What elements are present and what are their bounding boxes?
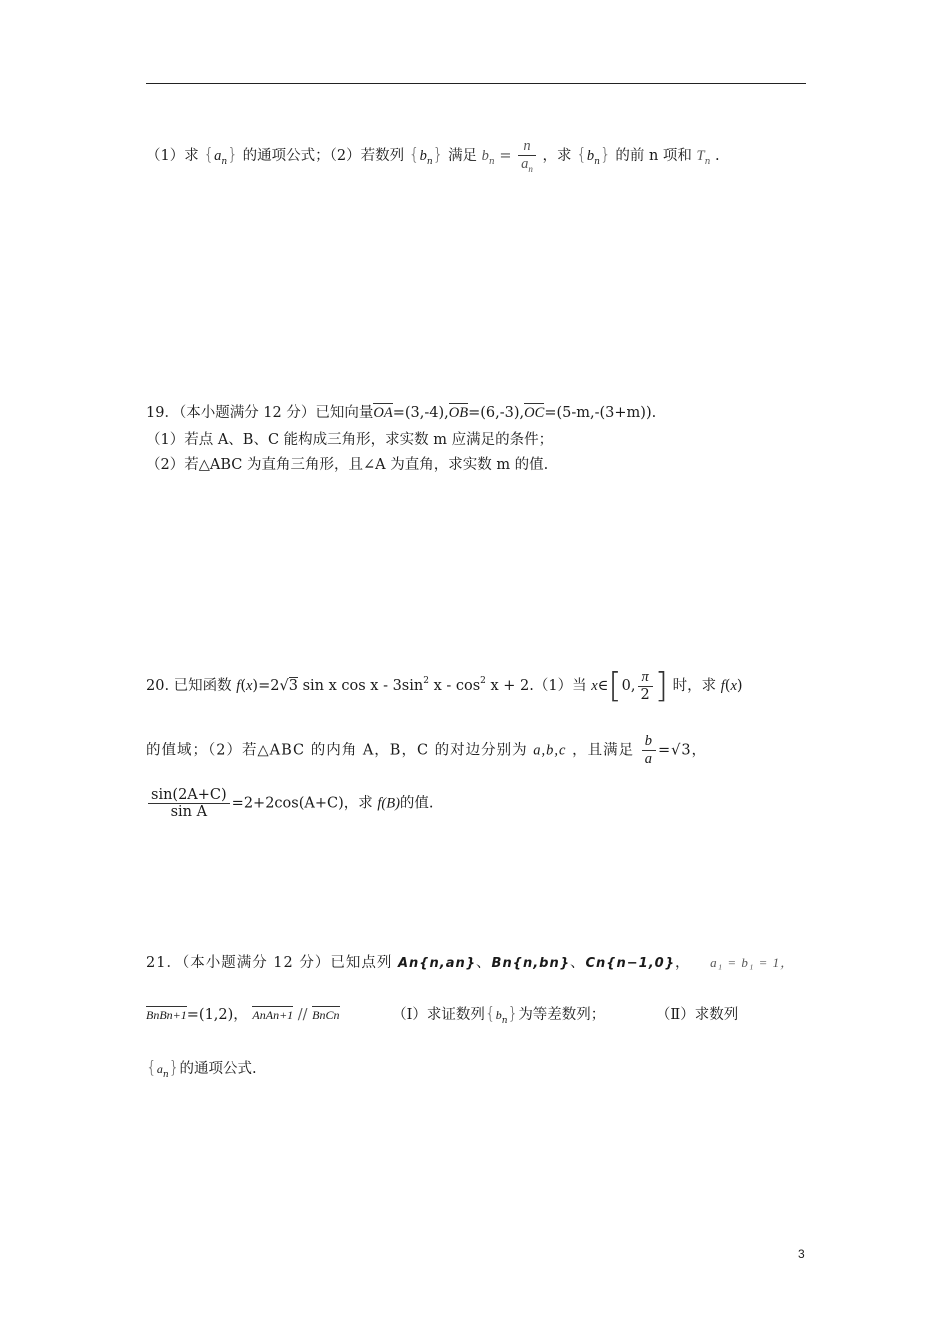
x-in: x∈ <box>591 678 609 694</box>
func-body-b: sin x cos x - 3sin <box>302 678 424 694</box>
brace-left: { <box>146 1058 157 1078</box>
q18-line <box>146 138 720 174</box>
brace-right: } <box>599 145 611 165</box>
vector-oc: OC <box>524 405 545 421</box>
q18-part1-label: （1）求 <box>146 148 199 164</box>
header-rule <box>146 83 806 84</box>
func-body-a: =2 <box>258 678 280 694</box>
q21-part1: （Ⅰ）求证数列 <box>392 1007 485 1023</box>
sum-symbol: T <box>696 148 705 164</box>
exp-2: 2 <box>423 676 429 686</box>
sub-n: n <box>488 157 495 167</box>
vector-ob: OB <box>448 405 469 421</box>
q18-then: ，求 <box>542 148 572 164</box>
comma: ， <box>674 955 691 971</box>
q20-part1-a: .（1）当 <box>529 678 587 694</box>
formula-eq: = <box>499 148 512 164</box>
vector-bnbn1: BnBn+1 <box>146 1008 187 1022</box>
q19-part1: （1）若点 A、B、C 能构成三角形，求实数 m 应满足的条件； <box>146 432 554 448</box>
brace-right: } <box>168 1058 180 1078</box>
value-oa: =(3,-4), <box>392 405 449 421</box>
abc: a,b,c <box>533 742 567 759</box>
brace-left: { <box>408 145 420 165</box>
sub-n: n <box>426 157 433 167</box>
seq-a: a <box>156 1062 163 1076</box>
q19-prefix: 19．（本小题满分 12 分）已知向量 <box>146 405 374 421</box>
q21-prefix: 21．（本小题满分 12 分）已知点列 <box>146 955 393 971</box>
q20-line3-rhs: =2+2cos(A+C) <box>231 795 344 812</box>
frac-b: b <box>644 733 653 749</box>
frac-den <box>518 155 536 174</box>
func-body-c: x - cos <box>433 678 481 694</box>
seq-b: b <box>419 148 427 164</box>
formula-lhs: b <box>481 148 489 164</box>
q18-satisfy: 满足 <box>448 148 478 164</box>
q21-part2: （Ⅱ）求数列 <box>655 1007 739 1023</box>
vector-bnbn1-value: =(1,2)， <box>186 1007 248 1023</box>
parallel-symbol: // <box>297 1007 308 1023</box>
initial-values: a₁ = b₁ = 1， <box>710 955 795 970</box>
den-a: a <box>521 156 529 172</box>
q19-title <box>146 401 656 422</box>
q18-sum-text: 的前 n 项和 <box>615 148 692 164</box>
q18-end: . <box>715 148 720 164</box>
q20-line3 <box>146 787 434 820</box>
q21-line3-tail: 的通项公式. <box>179 1061 257 1077</box>
func-body-d: x + 2 <box>490 678 530 694</box>
point-c: Cn{n−1,0} <box>585 956 675 971</box>
frac-a: a <box>642 750 656 768</box>
q20-line2 <box>146 733 707 768</box>
point-b: Bn{n,bn} <box>491 956 570 971</box>
func-x: x <box>245 678 253 694</box>
brace-left: { <box>484 1004 496 1024</box>
q20-line2-b: ，且满足 <box>572 742 635 759</box>
brace-left: { <box>203 145 215 165</box>
seq-b: b <box>586 148 595 164</box>
q20-line1: 20. 已知函数 f(x)=2√3 sin x cos x - $3\sin^2$ $x - \cos^2 x + 2.(1)$当 x∈[0, $\frac{\pi}{2}$ ] 时，求 f(x) <box>146 666 743 706</box>
seq-b: b <box>495 1008 502 1022</box>
sqrt-radicand: 3 <box>288 678 298 694</box>
two: 2 <box>638 686 653 703</box>
sub-n: n <box>594 157 600 167</box>
sub-n: n <box>162 1070 169 1080</box>
q21-line2 <box>146 1003 738 1026</box>
page-number: 3 <box>798 1247 805 1261</box>
f-of-b: f(B) <box>377 795 400 812</box>
sub-n: n <box>221 157 228 167</box>
formula-fraction <box>518 138 536 174</box>
q21-line3 <box>146 1057 257 1080</box>
q19-part2: （2）若△ABC 为直角三角形，且∠A 为直角，求实数 m 的值. <box>146 457 549 473</box>
q21-part1-b: 为等差数列； <box>518 1007 606 1023</box>
seq-a: a <box>214 148 222 164</box>
sub-n: n <box>704 157 711 167</box>
interval-left: 0, <box>621 678 636 694</box>
exp-2: 2 <box>480 676 486 686</box>
func-f: f <box>236 678 241 694</box>
sin-fraction <box>148 787 230 820</box>
q18-part1-rest: 的通项公式；（2）若数列 <box>242 148 405 164</box>
vector-bncn: BnCn <box>312 1008 340 1022</box>
q21-line1 <box>146 951 794 972</box>
sin-num: sin(2A+C) <box>151 787 227 803</box>
frac-num: n <box>523 138 531 154</box>
b-over-a <box>642 733 656 768</box>
q20-prefix: 20. 已知函数 <box>146 678 232 694</box>
sqrt-symbol: √ <box>279 678 289 694</box>
bracket-right: ] <box>654 666 669 706</box>
sub-n: n <box>501 1016 508 1026</box>
vector-oa: OA <box>373 405 393 421</box>
sub-n: n <box>528 164 533 174</box>
brace-left: { <box>576 145 587 165</box>
bracket-left: [ <box>608 666 622 706</box>
sep: 、 <box>476 955 492 971</box>
brace-right: } <box>507 1004 519 1024</box>
func-x: x <box>730 678 737 694</box>
brace-right: } <box>227 145 239 165</box>
q20-part1-b: 时，求 <box>672 678 717 694</box>
eq-sqrt3: =√3， <box>657 742 708 759</box>
sep: 、 <box>569 955 586 971</box>
value-oc: =(5-m,-(3+m)). <box>544 405 657 421</box>
q20-line3-end: ，求 <box>343 795 373 812</box>
sin-den: sin A <box>148 803 230 820</box>
func-f: f <box>720 678 725 694</box>
pi-over-2 <box>638 669 653 703</box>
value-ob: =(6,-3), <box>468 405 525 421</box>
pi: π <box>641 669 649 685</box>
q20-line2-a: 的值域；（2）若△ABC 的内角 A，B，C 的对边分别为 <box>146 742 528 759</box>
q20-line3-tail: 的值. <box>399 795 434 812</box>
brace-right: } <box>432 145 444 165</box>
vector-anan1: AnAn+1 <box>252 1008 294 1022</box>
point-a: An{n,an} <box>397 956 477 971</box>
